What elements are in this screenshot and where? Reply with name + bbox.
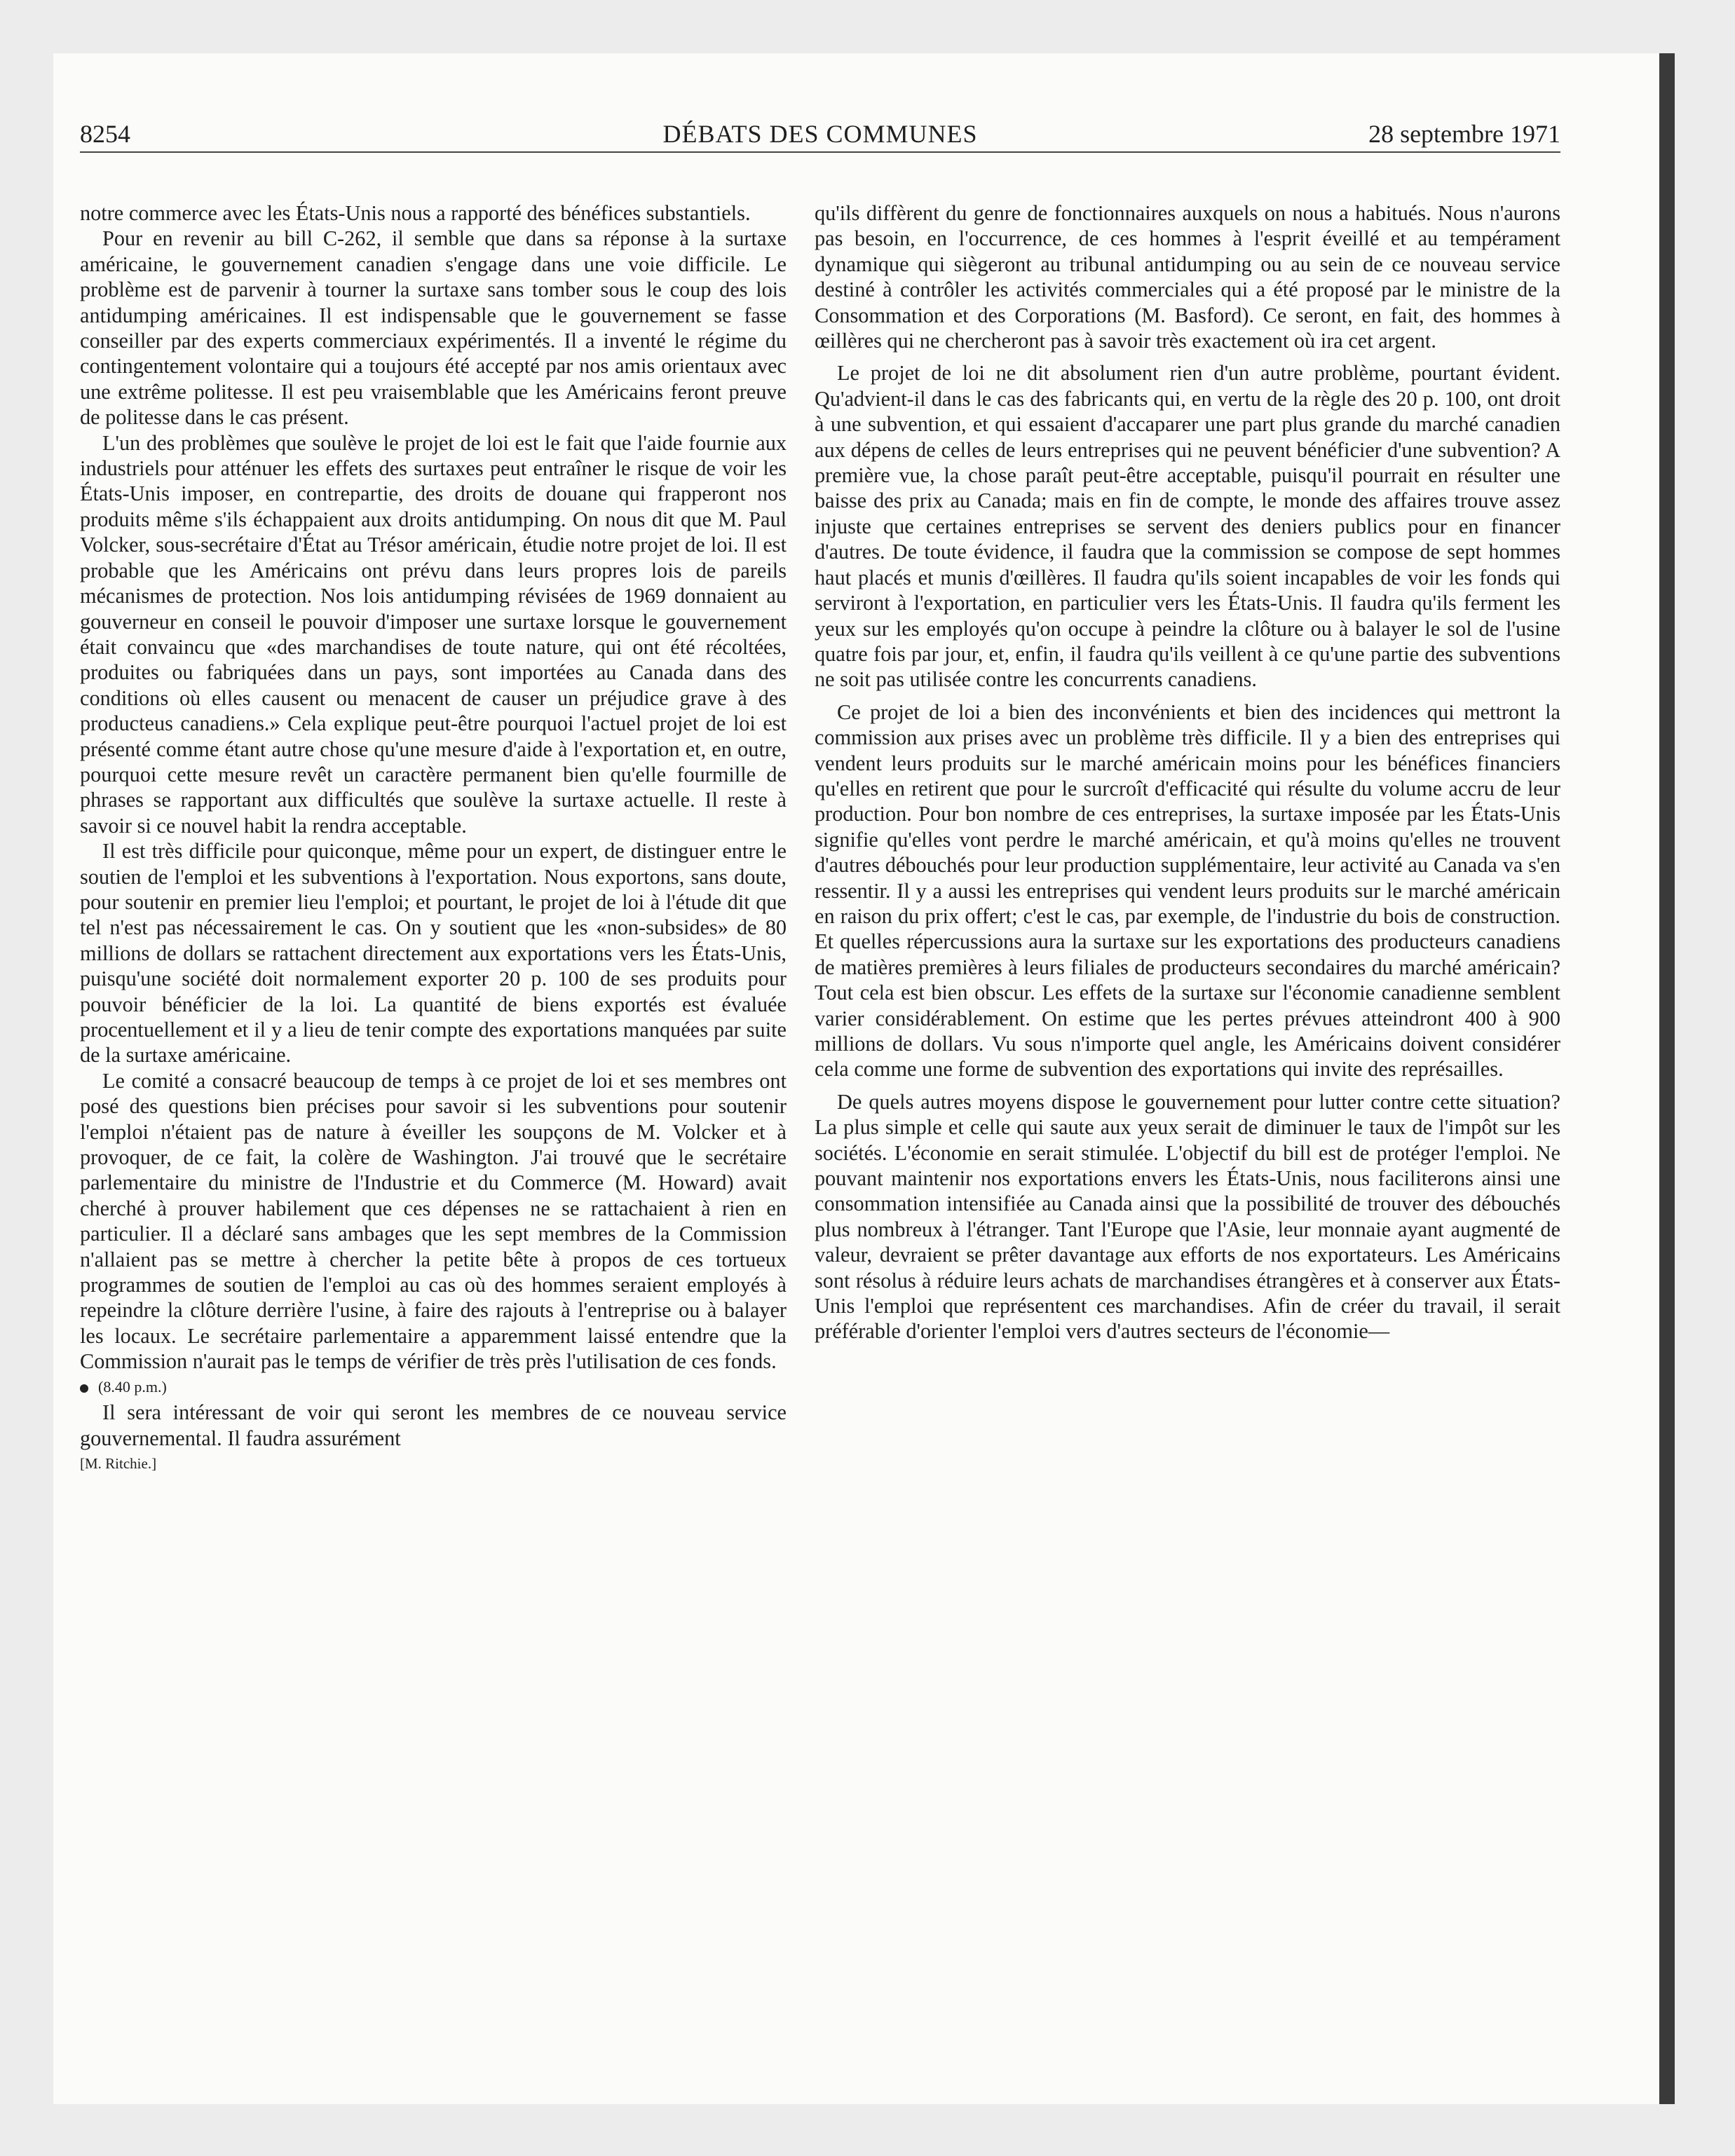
paragraph: Il sera intéressant de voir qui seront les membres de ce nouveau service gouvernemental. Il faudra assurément [80, 1400, 787, 1450]
publication-title: DÉBATS DES COMMUNES [662, 120, 978, 148]
paragraph: De quels autres moyens dispose le gouvernement pour lutter contre cette situation? La plus simple et celle qui saute aux yeux serait de diminuer le taux de l'impôt sur les sociétés. L'économie en serait stimulée. L'objectif du bill est de protéger l'emploi. Ne pouvant maintenir nos exportations envers les États-Unis, nous faciliterons ainsi une consommation intensifiée au Canada ainsi que la possibilité de trouver des débouchés plus nombreux à l'étranger. Tant l'Europe que l'Asie, leur monnaie ayant augmenté de valeur, devraient se prêter davantage aux efforts de nos exportateurs. Les Américains sont résolus à réduire leurs achats de marchandises étrangères et à conserver aux États-Unis l'emploi que représentent ces marchandises. Afin de créer du travail, il serait préférable d'orienter l'emploi vers d'autres secteurs de l'économie— [815, 1089, 1560, 1344]
paragraph: L'un des problèmes que soulève le projet de loi est le fait que l'aide fournie aux industriels pour atténuer les effets des surtaxes peut entraîner le risque de voir les États-Unis imposer, en contrepartie, des droits de douane qui frapperont nos produits même s'ils échappaient aux droits antidumping. On nous dit que M. Paul Volcker, sous-secrétaire d'État au Trésor américain, étudie notre projet de loi. Il est probable que les Américains ont prévu dans leurs propres lois de pareils mécanismes de protection. Nos lois antidumping révisées de 1969 donnaient au gouverneur en conseil le pouvoir d'imposer une surtaxe lorsque le gouvernement était convaincu que «des marchandises de toute nature, qui ont été récoltées, produites ou fabriquées dans un pays, sont importées au Canada dans des conditions où elles causent ou menacent de causer un préjudice grave à des producteus canadiens.» Cela explique peut-être pourquoi l'actuel projet de loi est présenté comme étant autre chose qu'une mesure d'aide à l'exportation et, en outre, pourquoi cette mesure revêt un caractère permanent bien qu'elle fourmille de phrases se rapportant aux difficultés que soulève la surtaxe actuelle. Il reste à savoir si ce nouvel habit la rendra acceptable. [80, 430, 787, 838]
paragraph: Le projet de loi ne dit absolument rien d'un autre problème, pourtant évident. Qu'advient-il dans le cas des fabricants qui, en vertu de la règle des 20 p. 100, ont droit à une subvention, et qui essaient d'accaparer une part plus grande du marché canadien aux dépens de celles de leurs entreprises qui ne peuvent bénéficier d'une subvention? A première vue, la chose paraît peut-être acceptable, puisqu'il pourrait en résulter une baisse des prix au Canada; mais en fin de compte, le monde des affaires trouve assez injuste que certaines entreprises se servent des deniers publics pour en financer d'autres. De toute évidence, il faudra que la commission se compose de sept hommes haut placés et munis d'œillères. Il faudra qu'ils soient incapables de voir les fonds qui serviront à l'exportation, en particulier vers les États-Unis. Il faudra qu'ils ferment les yeux sur les employés qu'on occupe à peindre la clôture ou à balayer le sol de l'usine quatre fois par jour, et, enfin, il faudra qu'ils veillent à ce qu'une partie des subventions ne soit pas utilisée contre les concurrents canadiens. [815, 361, 1560, 692]
time-marker-text: (8.40 p.m.) [98, 1377, 167, 1396]
paragraph: Pour en revenir au bill C-262, il semble que dans sa réponse à la surtaxe américaine, le gouvernement canadien s'engage dans une voie difficile. Le problème est de parvenir à tourner la surtaxe sans tomber sous le coup des lois antidumping américaines. Il est indispensable que le gouvernement se fasse conseiller par des experts commerciaux expérimentés. Il a inventé le régime du contingentement volontaire qui a toujours été accepté par nos amis orientaux avec une extrême politesse. Il est peu vraisemblable que les Américains feront preuve de politesse dans le cas présent. [80, 226, 787, 430]
bullet-icon [80, 1384, 88, 1393]
binding-edge [1659, 53, 1675, 2104]
page-number: 8254 [80, 120, 130, 148]
time-marker [80, 1374, 787, 1400]
right-column [815, 200, 1560, 1344]
paragraph: notre commerce avec les États-Unis nous a rapporté des bénéfices substantiels. [80, 201, 751, 225]
left-column [80, 200, 787, 1476]
session-date: 28 septembre 1971 [1368, 120, 1560, 148]
paragraph: qu'ils diffèrent du genre de fonctionnaires auxquels on nous a habitués. Nous n'aurons pas besoin, en l'occurrence, de ces hommes à l'esprit éveillé et au tempérament dynamique qui siègeront au tribunal antidumping ou au sein de ce nouveau service destiné à contrôler les activités commerciales qui a été proposé par le ministre de la Consommation et des Corporations (M. Basford). Ce seront, en fait, des hommes à œillères qui ne chercheront pas à savoir très exactement où ira cet argent. [815, 201, 1560, 353]
page-header [80, 109, 1560, 153]
speaker-attribution: [M. Ritchie.] [80, 1454, 157, 1472]
paragraph: Il est très difficile pour quiconque, même pour un expert, de distinguer entre le soutien de l'emploi et les subventions à l'exportation. Nous exportons, sans doute, pour soutenir en premier lieu l'emploi; et pourtant, le projet de loi à l'étude dit que tel n'est pas nécessairement le cas. On y soutient que les «non-subsides» de 80 millions de dollars se rattachent directement aux exportations vers les États-Unis, puisqu'une société doit normalement exporter 20 p. 100 de ses produits pour pouvoir bénéficier de la loi. La quantité de biens exportés est évaluée procentuellement et il y a lieu de tenir compte des exportations manquées par suite de la surtaxe américaine. [80, 839, 787, 1067]
paragraph: Le comité a consacré beaucoup de temps à ce projet de loi et ses membres ont posé des questions bien précises pour savoir si les subventions pour soutenir l'emploi n'étaient pas de nature à éveiller les soupçons de M. Volcker et à provoquer, de ce fait, la colère de Washington. J'ai trouvé que le secrétaire parlementaire du ministre de l'Industrie et du Commerce (M. Howard) avait cherché à prouver habilement que ces dépenses ne se rattachaient à rien en particulier. Il a déclaré sans ambages que les sept membres de la Commission n'allaient pas se mettre à chercher la petite bête à propos de ces tortueux programmes de soutien de l'emploi au cas où des hommes seraient employés à repeindre la clôture derrière l'usine, à faire des rajouts à l'entreprise ou à balayer les locaux. Le secrétaire parlementaire a apparemment laissé entendre que la Commission n'aurait pas le temps de vérifier de très près l'utilisation de ces fonds. [80, 1068, 787, 1374]
paragraph: Ce projet de loi a bien des inconvénients et bien des incidences qui mettront la commission aux prises avec un problème très difficile. Il y a bien des entreprises qui vendent leurs produits sur le marché américain moins pour les bénéfices financiers qu'elles en retirent que pour le surcroît d'efficacité qui résulte du volume accru de leur production. Pour bon nombre de ces entreprises, la surtaxe imposée par les États-Unis signifie qu'elles vont perdre le marché américain, et qu'à moins qu'elles ne trouvent d'autres débouchés pour leur production supplémentaire, leur activité au Canada va s'en ressentir. Il y a aussi les entreprises qui vendent leurs produits sur le marché américain en raison du prix offert; c'est le cas, par exemple, de l'industrie du bois de construction. Et quelles répercussions aura la surtaxe sur les exportations des producteurs canadiens de matières premières à leurs filiales de producteurs secondaires du marché américain? Tout cela est bien obscur. Les effets de la surtaxe sur l'économie canadienne semblent varier considérablement. On estime que les pertes prévues atteindront 400 à 900 millions de dollars. Vu sous n'importe quel angle, les Américains doivent considérer cela comme une forme de subvention des exportations qui invite des représailles. [815, 700, 1560, 1082]
